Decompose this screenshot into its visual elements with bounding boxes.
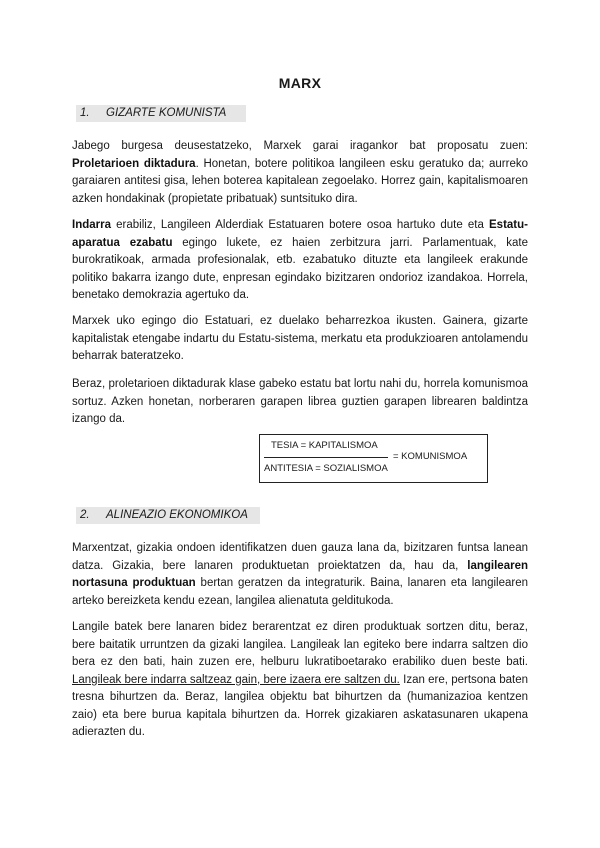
underlined-sentence: Langileak bere indarra saltzeaz gain, bere izaera ere saltzen du. [72,673,400,686]
section-title: GIZARTE KOMUNISTA [106,107,227,119]
text-run: Langile batek bere lanaren bidez berarentzat ez diren produktuak sortzen ditu, beraz, bere baitatik urruntzen da gizaki langilea. Langileak lan egiteko bere indarra saltzen dio bera ez den bati, hain zuzen ere, helburu lukratiboetarako erabiliko duen beste bati. [72,621,528,668]
section-heading-2 [76,507,260,524]
text-run: . Honetan, botere politikoa langileen esku geratuko da; aurreko garaiaren antitesi gisa, lehen boterea kapitalean zegoelako. Horrez gain, kapitalismoaren azken hondakinak (propietate pribatuak) suntsituko dira. [72,157,528,205]
paragraph-1-4 [72,376,528,429]
paragraph-1-2 [72,217,528,305]
bold-term: Indarra [72,219,111,231]
text-run: Marxek uko egingo dio Estatuari, ez duelako beharrezkoa ikusten. Gainera, gizarte kapitalistak etengabe indartu du Estatu-sistema, merkatu eta produkzioaren antolamendu beharrak bateratzeko. [72,315,528,362]
bold-term: Estatu-aparatua ezabatu [72,219,528,249]
text-run: Beraz, proletarioen diktadurak klase gabeko estatu bat lortu nahi du, horrela komunismoa sortuz. Azken honetan, norberaren garapen librea guztien garapen librearen baldintza izango da. [72,378,528,425]
fraction-line [264,457,388,458]
formula-result: = KOMUNISMOA [393,451,468,462]
paragraph-2-2 [72,619,528,742]
document-title: MARX [278,75,322,91]
bold-term: Proletarioen diktadura [72,157,196,170]
section-number: 2. [80,509,90,521]
text-run: erabiliz, Langileen Alderdiak Estatuaren botere osoa hartuko dute eta [111,219,490,231]
section-title: ALINEAZIO EKONOMIKOA [106,509,248,521]
paragraph-2-1 [72,540,528,610]
text-run: Marxentzat, gizakia ondoen identifikatzen duen gauza lana da, bizitzaren funtsa lanean datza. Gizakia, bere lanaren produktuetan proiektatzen da, hau da, [72,542,528,572]
text-run: egingo lukete, ez haien zerbitzura jarri. Parlamentuak, kate burokratikoak, armada profesionalak, etb. ezabatuko dituzte eta langileek erakunde politiko bakarra izango dute, enpresan egindako bizitzaren ondorioz izandakoa. Horrela, benetako demokrazia agertuko da. [72,236,528,301]
bold-term: langilearen nortasuna produktuan [72,559,528,589]
text-run: bertan geratzen da integraturik. Baina, lanaren eta langilearen arteko bereizketa kendu ezean, langilea alienatuta gelditukoda. [72,577,528,607]
text-run: Jabego burgesa deusestatzeko, Marxek garai iragankor bat proposatu zuen: [72,140,528,152]
dialectic-formula-box [259,434,488,483]
paragraph-1-3 [72,313,528,366]
section-number: 1. [80,107,90,119]
section-heading-1 [76,105,246,122]
formula-numerator: TESIA = KAPITALISMOA [271,440,378,451]
paragraph-1-1 [72,138,528,208]
text-run: Izan ere, pertsona baten tresna bihurtzen da. Beraz, langilea objektu bat bihurtzen da (humanizazioa kentzen zaio) eta bere burua kapitala bihurtzen da. Horrek gizakiaren askatasunaren ukapena adierazten du. [72,673,528,738]
formula-denominator: ANTITESIA = SOZIALISMOA [264,463,388,474]
